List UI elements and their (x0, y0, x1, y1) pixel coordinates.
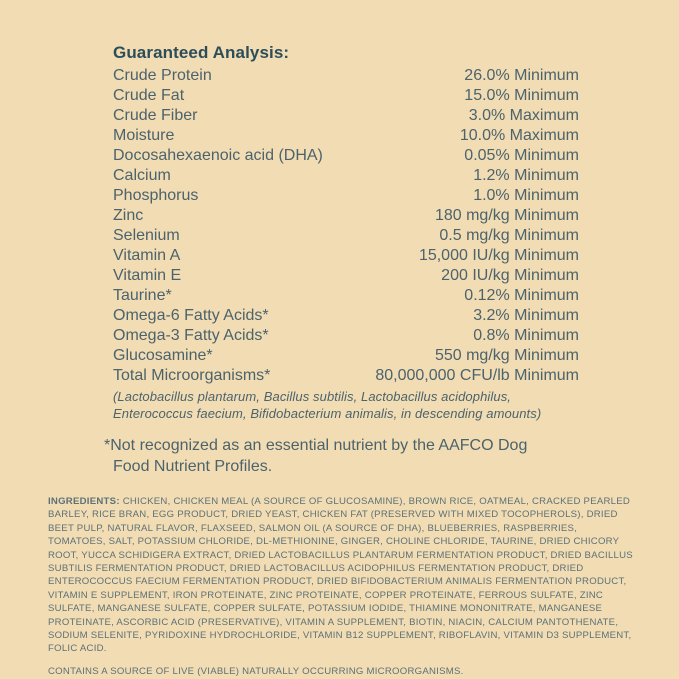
nutrient-value: 15.0% Minimum (464, 87, 579, 104)
nutrient-name: Glucosamine* (113, 347, 213, 364)
table-row (113, 106, 579, 126)
nutrient-value: 200 IU/kg Minimum (441, 267, 579, 284)
table-row (113, 366, 579, 386)
table-row (113, 66, 579, 86)
table-row (113, 346, 579, 366)
table-row (113, 246, 579, 266)
nutrient-name: Total Microorganisms* (113, 367, 271, 384)
nutrient-name: Vitamin E (113, 267, 182, 284)
nutrient-value: 0.8% Minimum (473, 327, 579, 344)
nutrient-value: 0.12% Minimum (464, 287, 579, 304)
nutrient-value: 550 mg/kg Minimum (434, 347, 579, 364)
nutrient-name: Omega-6 Fatty Acids* (113, 307, 269, 324)
nutrient-name: Crude Fat (113, 87, 185, 104)
aafco-footnote: *Not recognized as an essential nutrient by the AAFCO Dog Food Nutrient Profiles. (104, 437, 528, 475)
table-row (113, 206, 579, 226)
nutrient-name: Moisture (113, 127, 175, 144)
nutrient-value: 26.0% Minimum (464, 67, 579, 84)
microorganism-species-note: (Lactobacillus plantarum, Bacillus subtilis, Lactobacillus acidophilus, Enterococcus faecium, Bifidobacterium animalis, in descending amounts) (113, 389, 542, 421)
nutrient-name: Selenium (113, 227, 180, 244)
nutrient-name: Docosahexaenoic acid (DHA) (113, 147, 323, 164)
nutrient-name: Vitamin A (113, 247, 181, 264)
nutrient-name: Phosphorus (113, 187, 199, 204)
nutrient-name: Calcium (113, 167, 171, 184)
live-microorganisms-note: CONTAINS A SOURCE OF LIVE (VIABLE) NATURALLY OCCURRING MICROORGANISMS. (48, 665, 464, 677)
table-row (113, 226, 579, 246)
nutrient-name: Crude Protein (113, 67, 212, 84)
table-row (113, 326, 579, 346)
nutrient-value: 0.05% Minimum (464, 147, 579, 164)
ingredients-paragraph (48, 495, 636, 656)
table-row (113, 166, 579, 186)
guaranteed-analysis-table (113, 66, 579, 386)
ingredients-label: INGREDIENTS: (48, 496, 120, 507)
table-row (113, 266, 579, 286)
table-row (113, 306, 579, 326)
nutrient-value: 15,000 IU/kg Minimum (418, 247, 579, 264)
nutrient-name: Crude Fiber (113, 107, 198, 124)
table-row (113, 186, 579, 206)
guaranteed-analysis-section (113, 42, 579, 422)
nutrient-value: 180 mg/kg Minimum (434, 207, 579, 224)
ingredients-list-text: CHICKEN, CHICKEN MEAL (A SOURCE OF GLUCOSAMINE), BROWN RICE, OATMEAL, CRACKED PEARLED BARLEY, RICE BRAN, EGG PRODUCT, DRIED YEAST, CHICKEN FAT (PRESERVED WITH MIXED TOCOPHEROLS), DRIED BEET PULP, NATURAL FLAVOR, FLAXSEED, SALMON OIL (A SOURCE OF DHA), BLUEBERRIES, RASPBERRIES, TOMATOES, SALT, POTASSIUM CHLORIDE, DL-METHIONINE, GINGER, CHOLINE CHLORIDE, TAURINE, DRIED CHICORY ROOT, YUCCA SCHIDIGERA EXTRACT, DRIED LACTOBACILLUS PLANTARUM FERMENTATION PRODUCT, DRIED BACILLUS SUBTILIS FERMENTATION PRODUCT, DRIED LACTOBACILLUS ACIDOPHILUS FERMENTATION PRODUCT, DRIED ENTEROCOCCUS FAECIUM FERMENTATION PRODUCT, DRIED BIFIDOBACTERIUM ANIMALIS FERMENTATION PRODUCT, VITAMIN E SUPPLEMENT, IRON PROTEINATE, ZINC PROTEINATE, COPPER PROTEINATE, FERROUS SULFATE, ZINC SULFATE, MANGANESE SULFATE, COPPER SULFATE, POTASSIUM IODIDE, THIAMINE MONONITRATE, MANGANESE PROTEINATE, ASCORBIC ACID (PRESERVATIVE), VITAMIN A SUPPLEMENT, BIOTIN, NIACIN, CALCIUM PANTOTHENATE, SODIUM SELENITE, PYRIDOXINE HYDROCHLORIDE, VITAMIN B12 SUPPLEMENT, RIBOFLAVIN, VITAMIN D3 SUPPLEMENT, FOLIC ACID. (48, 496, 633, 655)
nutrient-value: 0.5 mg/kg Minimum (439, 227, 579, 244)
nutrient-value: 3.0% Maximum (468, 107, 579, 124)
table-row (113, 86, 579, 106)
nutrient-name: Taurine* (113, 287, 172, 304)
nutrient-name: Zinc (113, 207, 144, 224)
table-row (113, 146, 579, 166)
nutrient-value: 1.2% Minimum (473, 167, 579, 184)
table-row (113, 286, 579, 306)
guaranteed-analysis-heading: Guaranteed Analysis: (113, 43, 290, 62)
nutrient-value: 10.0% Maximum (459, 127, 579, 144)
nutrient-name: Omega-3 Fatty Acids* (113, 327, 269, 344)
nutrient-value: 80,000,000 CFU/lb Minimum (375, 367, 579, 384)
table-row (113, 126, 579, 146)
nutrient-value: 3.2% Minimum (473, 307, 579, 324)
nutrient-value: 1.0% Minimum (473, 187, 579, 204)
